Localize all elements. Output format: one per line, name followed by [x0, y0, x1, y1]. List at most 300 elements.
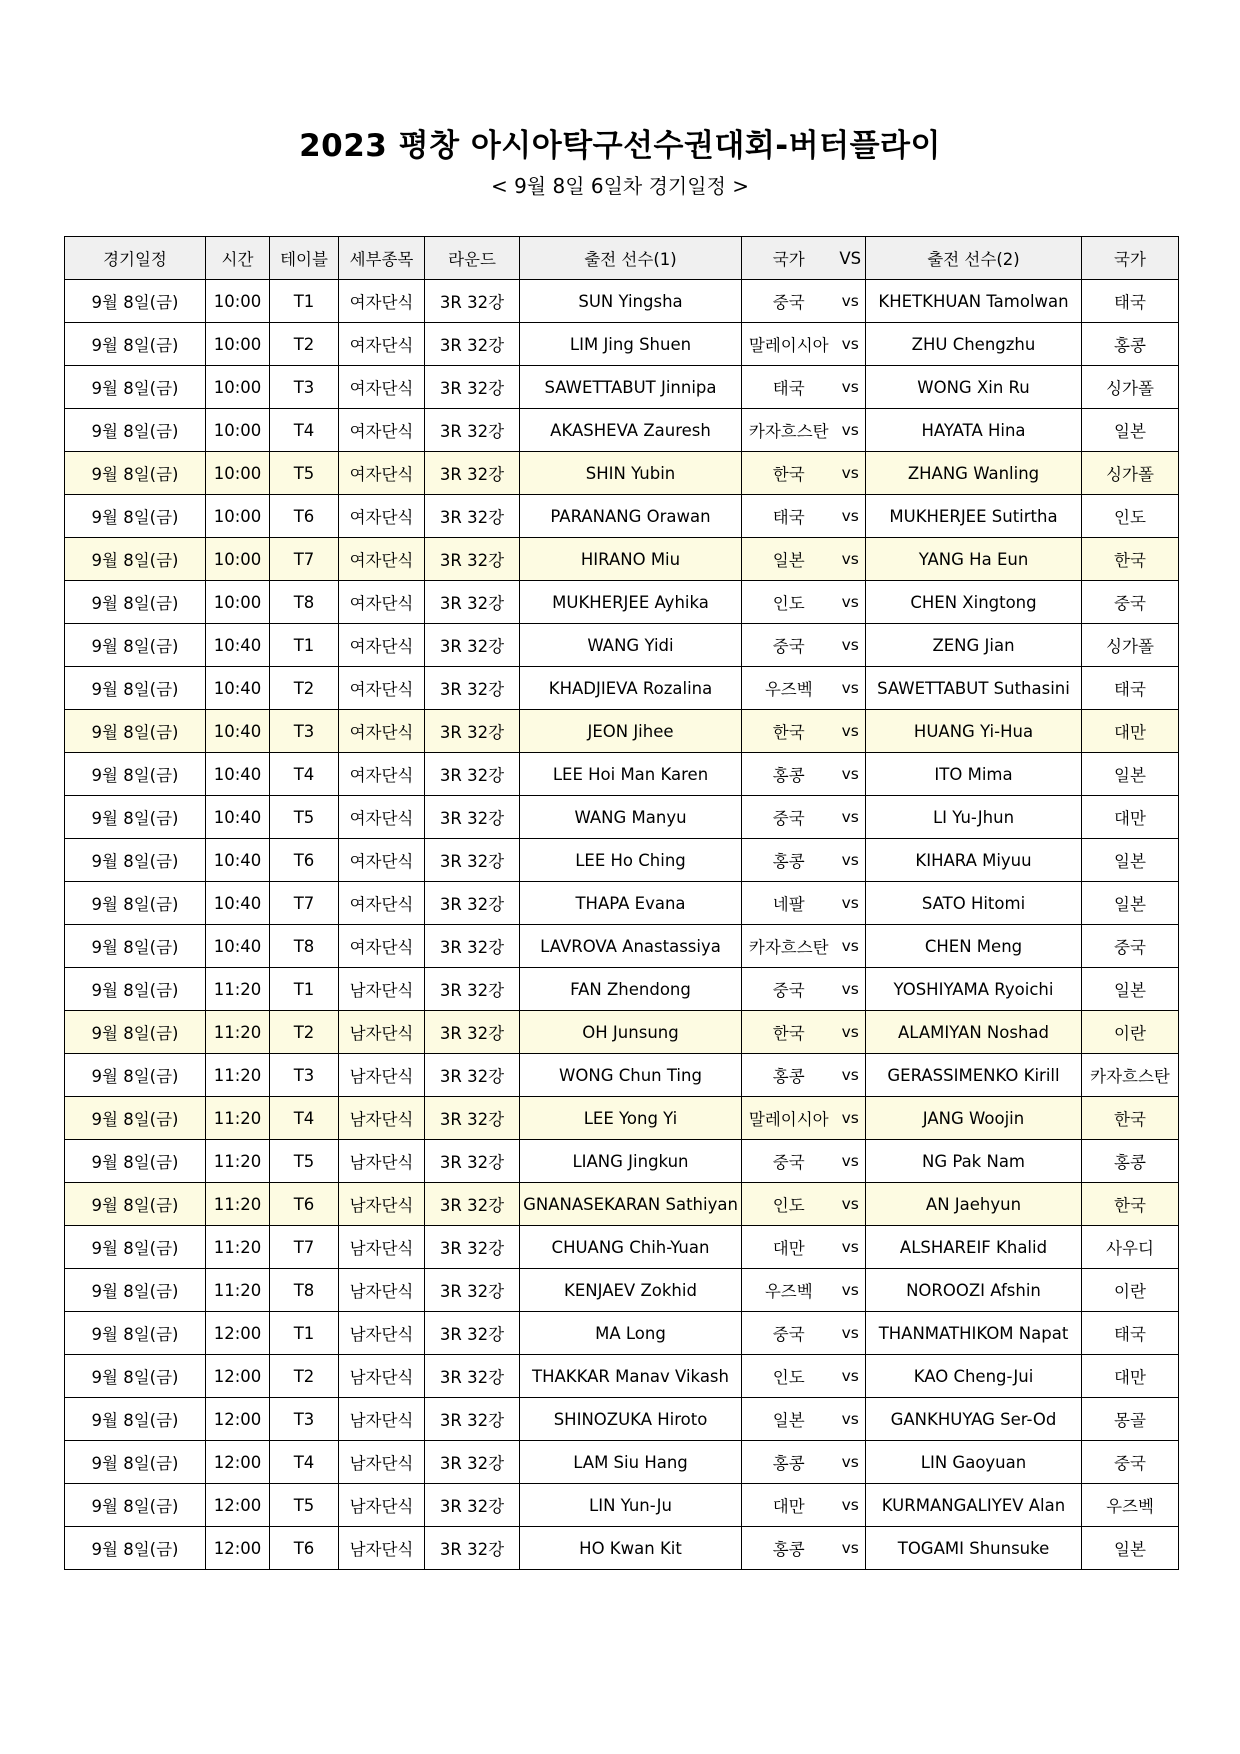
round: 3R 32강 — [425, 1527, 520, 1570]
player2-name: AN Jaehyun — [866, 1183, 1082, 1226]
event-type: 남자단식 — [339, 968, 425, 1011]
player2-name: GANKHUYAG Ser-Od — [866, 1398, 1082, 1441]
event-type: 여자단식 — [339, 796, 425, 839]
round: 3R 32강 — [425, 925, 520, 968]
table-number: T8 — [270, 1269, 339, 1312]
player1-name: MUKHERJEE Ayhika — [520, 581, 742, 624]
player1-name: KENJAEV Zokhid — [520, 1269, 742, 1312]
table-row — [65, 1355, 1179, 1398]
table-row — [65, 495, 1179, 538]
header-country1: 국가 — [742, 237, 836, 280]
table-number: T6 — [270, 495, 339, 538]
vs-label: vs — [836, 1269, 866, 1312]
round: 3R 32강 — [425, 280, 520, 323]
table-number: T1 — [270, 968, 339, 1011]
match-time: 10:40 — [206, 839, 270, 882]
event-type: 여자단식 — [339, 452, 425, 495]
player1-country: 홍콩 — [742, 753, 836, 796]
table-row — [65, 323, 1179, 366]
schedule-body — [65, 280, 1179, 1570]
match-time: 12:00 — [206, 1312, 270, 1355]
match-date: 9월 8일(금) — [65, 1312, 206, 1355]
match-date: 9월 8일(금) — [65, 1441, 206, 1484]
match-date: 9월 8일(금) — [65, 882, 206, 925]
player2-country: 한국 — [1082, 1183, 1179, 1226]
match-date: 9월 8일(금) — [65, 1183, 206, 1226]
player1-country: 홍콩 — [742, 1527, 836, 1570]
table-row — [65, 882, 1179, 925]
match-time: 11:20 — [206, 1183, 270, 1226]
match-date: 9월 8일(금) — [65, 495, 206, 538]
table-row — [65, 796, 1179, 839]
player1-name: LIM Jing Shuen — [520, 323, 742, 366]
table-number: T6 — [270, 1183, 339, 1226]
event-type: 남자단식 — [339, 1355, 425, 1398]
match-date: 9월 8일(금) — [65, 538, 206, 581]
player2-name: KIHARA Miyuu — [866, 839, 1082, 882]
table-row — [65, 1226, 1179, 1269]
player2-name: GERASSIMENKO Kirill — [866, 1054, 1082, 1097]
player1-country: 일본 — [742, 1398, 836, 1441]
match-time: 10:00 — [206, 280, 270, 323]
match-time: 10:00 — [206, 581, 270, 624]
player1-name: LAVROVA Anastassiya — [520, 925, 742, 968]
player1-country: 말레이시아 — [742, 323, 836, 366]
match-time: 12:00 — [206, 1484, 270, 1527]
player2-name: WONG Xin Ru — [866, 366, 1082, 409]
table-row — [65, 280, 1179, 323]
player1-name: LIANG Jingkun — [520, 1140, 742, 1183]
player1-country: 인도 — [742, 1355, 836, 1398]
round: 3R 32강 — [425, 323, 520, 366]
player1-name: LEE Hoi Man Karen — [520, 753, 742, 796]
match-time: 10:40 — [206, 710, 270, 753]
player1-country: 말레이시아 — [742, 1097, 836, 1140]
vs-label: vs — [836, 925, 866, 968]
player2-country: 이란 — [1082, 1269, 1179, 1312]
vs-label: vs — [836, 409, 866, 452]
match-time: 11:20 — [206, 1226, 270, 1269]
event-type: 여자단식 — [339, 753, 425, 796]
player1-name: THAKKAR Manav Vikash — [520, 1355, 742, 1398]
match-time: 10:00 — [206, 323, 270, 366]
player2-country: 중국 — [1082, 925, 1179, 968]
player2-name: TOGAMI Shunsuke — [866, 1527, 1082, 1570]
player2-country: 한국 — [1082, 1097, 1179, 1140]
vs-label: vs — [836, 968, 866, 1011]
table-row — [65, 581, 1179, 624]
player1-country: 카자흐스탄 — [742, 409, 836, 452]
player2-country: 사우디 — [1082, 1226, 1179, 1269]
player1-name: LEE Ho Ching — [520, 839, 742, 882]
table-number: T1 — [270, 280, 339, 323]
player2-name: YOSHIYAMA Ryoichi — [866, 968, 1082, 1011]
player2-name: NG Pak Nam — [866, 1140, 1082, 1183]
match-date: 9월 8일(금) — [65, 925, 206, 968]
vs-label: vs — [836, 796, 866, 839]
event-type: 남자단식 — [339, 1097, 425, 1140]
table-number: T3 — [270, 710, 339, 753]
player2-country: 한국 — [1082, 538, 1179, 581]
event-type: 여자단식 — [339, 882, 425, 925]
round: 3R 32강 — [425, 753, 520, 796]
player1-name: SUN Yingsha — [520, 280, 742, 323]
round: 3R 32강 — [425, 1054, 520, 1097]
event-type: 남자단식 — [339, 1183, 425, 1226]
player1-name: WANG Manyu — [520, 796, 742, 839]
player2-name: ZHU Chengzhu — [866, 323, 1082, 366]
table-number: T4 — [270, 409, 339, 452]
vs-label: vs — [836, 1183, 866, 1226]
round: 3R 32강 — [425, 1226, 520, 1269]
vs-label: vs — [836, 1484, 866, 1527]
table-number: T3 — [270, 1054, 339, 1097]
match-time: 11:20 — [206, 1140, 270, 1183]
event-type: 남자단식 — [339, 1054, 425, 1097]
match-time: 11:20 — [206, 1269, 270, 1312]
player2-name: ITO Mima — [866, 753, 1082, 796]
header-date: 경기일정 — [65, 237, 206, 280]
vs-label: vs — [836, 538, 866, 581]
table-number: T8 — [270, 925, 339, 968]
vs-label: vs — [836, 1355, 866, 1398]
player1-country: 대만 — [742, 1484, 836, 1527]
table-number: T1 — [270, 624, 339, 667]
player1-country: 카자흐스탄 — [742, 925, 836, 968]
vs-label: vs — [836, 581, 866, 624]
table-number: T6 — [270, 1527, 339, 1570]
event-type: 여자단식 — [339, 624, 425, 667]
round: 3R 32강 — [425, 1140, 520, 1183]
schedule-table — [64, 236, 1179, 1570]
player1-name: KHADJIEVA Rozalina — [520, 667, 742, 710]
match-time: 10:00 — [206, 409, 270, 452]
player2-name: ALAMIYAN Noshad — [866, 1011, 1082, 1054]
vs-label: vs — [836, 839, 866, 882]
round: 3R 32강 — [425, 538, 520, 581]
event-type: 남자단식 — [339, 1527, 425, 1570]
match-date: 9월 8일(금) — [65, 710, 206, 753]
header-event: 세부종목 — [339, 237, 425, 280]
player1-country: 인도 — [742, 1183, 836, 1226]
vs-label: vs — [836, 452, 866, 495]
player1-country: 대만 — [742, 1226, 836, 1269]
player2-country: 이란 — [1082, 1011, 1179, 1054]
player2-country: 싱가폴 — [1082, 366, 1179, 409]
table-number: T2 — [270, 1011, 339, 1054]
round: 3R 32강 — [425, 1269, 520, 1312]
player1-name: FAN Zhendong — [520, 968, 742, 1011]
match-time: 12:00 — [206, 1527, 270, 1570]
event-type: 여자단식 — [339, 495, 425, 538]
player1-country: 인도 — [742, 581, 836, 624]
match-time: 10:40 — [206, 796, 270, 839]
player2-country: 싱가폴 — [1082, 452, 1179, 495]
vs-label: vs — [836, 624, 866, 667]
player2-name: KHETKHUAN Tamolwan — [866, 280, 1082, 323]
player1-name: SAWETTABUT Jinnipa — [520, 366, 742, 409]
match-date: 9월 8일(금) — [65, 1054, 206, 1097]
table-row — [65, 452, 1179, 495]
player2-country: 중국 — [1082, 581, 1179, 624]
vs-label: vs — [836, 1011, 866, 1054]
event-type: 여자단식 — [339, 710, 425, 753]
player1-country: 우즈벡 — [742, 667, 836, 710]
event-type: 여자단식 — [339, 839, 425, 882]
header-row — [65, 237, 1179, 280]
vs-label: vs — [836, 1441, 866, 1484]
player2-name: LIN Gaoyuan — [866, 1441, 1082, 1484]
event-type: 남자단식 — [339, 1398, 425, 1441]
player2-country: 일본 — [1082, 1527, 1179, 1570]
table-row — [65, 1097, 1179, 1140]
match-date: 9월 8일(금) — [65, 1484, 206, 1527]
player2-country: 대만 — [1082, 1355, 1179, 1398]
player2-country: 홍콩 — [1082, 1140, 1179, 1183]
table-number: T7 — [270, 1226, 339, 1269]
player1-name: JEON Jihee — [520, 710, 742, 753]
event-type: 여자단식 — [339, 409, 425, 452]
player1-name: HIRANO Miu — [520, 538, 742, 581]
round: 3R 32강 — [425, 1097, 520, 1140]
table-number: T2 — [270, 1355, 339, 1398]
match-time: 10:40 — [206, 882, 270, 925]
round: 3R 32강 — [425, 796, 520, 839]
table-row — [65, 1183, 1179, 1226]
player1-country: 태국 — [742, 495, 836, 538]
match-date: 9월 8일(금) — [65, 839, 206, 882]
match-date: 9월 8일(금) — [65, 280, 206, 323]
table-row — [65, 366, 1179, 409]
event-type: 남자단식 — [339, 1312, 425, 1355]
vs-label: vs — [836, 1226, 866, 1269]
player2-country: 태국 — [1082, 667, 1179, 710]
player2-country: 몽골 — [1082, 1398, 1179, 1441]
table-number: T5 — [270, 1140, 339, 1183]
player2-name: MUKHERJEE Sutirtha — [866, 495, 1082, 538]
vs-label: vs — [836, 280, 866, 323]
table-number: T4 — [270, 1441, 339, 1484]
table-row — [65, 624, 1179, 667]
header-round: 라운드 — [425, 237, 520, 280]
player2-name: JANG Woojin — [866, 1097, 1082, 1140]
player2-name: CHEN Xingtong — [866, 581, 1082, 624]
player2-name: THANMATHIKOM Napat — [866, 1312, 1082, 1355]
match-date: 9월 8일(금) — [65, 1355, 206, 1398]
round: 3R 32강 — [425, 1484, 520, 1527]
round: 3R 32강 — [425, 452, 520, 495]
event-type: 남자단식 — [339, 1269, 425, 1312]
table-number: T3 — [270, 366, 339, 409]
player1-name: OH Junsung — [520, 1011, 742, 1054]
event-type: 여자단식 — [339, 925, 425, 968]
match-time: 10:00 — [206, 452, 270, 495]
player1-name: GNANASEKARAN Sathiyan — [520, 1183, 742, 1226]
player2-country: 우즈벡 — [1082, 1484, 1179, 1527]
table-number: T6 — [270, 839, 339, 882]
player1-country: 한국 — [742, 452, 836, 495]
event-type: 남자단식 — [339, 1140, 425, 1183]
event-type: 남자단식 — [339, 1226, 425, 1269]
player1-name: WANG Yidi — [520, 624, 742, 667]
match-date: 9월 8일(금) — [65, 667, 206, 710]
match-time: 12:00 — [206, 1441, 270, 1484]
player1-country: 홍콩 — [742, 1441, 836, 1484]
event-type: 남자단식 — [339, 1484, 425, 1527]
table-row — [65, 1054, 1179, 1097]
player1-country: 네팔 — [742, 882, 836, 925]
player2-name: ZHANG Wanling — [866, 452, 1082, 495]
player2-country: 대만 — [1082, 796, 1179, 839]
header-vs: VS — [836, 237, 866, 280]
match-date: 9월 8일(금) — [65, 409, 206, 452]
match-date: 9월 8일(금) — [65, 452, 206, 495]
player2-country: 일본 — [1082, 882, 1179, 925]
round: 3R 32강 — [425, 1355, 520, 1398]
round: 3R 32강 — [425, 667, 520, 710]
player1-country: 중국 — [742, 280, 836, 323]
table-number: T1 — [270, 1312, 339, 1355]
player2-country: 카자흐스탄 — [1082, 1054, 1179, 1097]
header-time: 시간 — [206, 237, 270, 280]
player2-name: LI Yu-Jhun — [866, 796, 1082, 839]
vs-label: vs — [836, 710, 866, 753]
player1-country: 홍콩 — [742, 1054, 836, 1097]
player2-country: 일본 — [1082, 753, 1179, 796]
table-number: T7 — [270, 882, 339, 925]
player2-country: 일본 — [1082, 839, 1179, 882]
player1-country: 중국 — [742, 796, 836, 839]
table-number: T5 — [270, 452, 339, 495]
player1-name: CHUANG Chih-Yuan — [520, 1226, 742, 1269]
match-date: 9월 8일(금) — [65, 1140, 206, 1183]
round: 3R 32강 — [425, 495, 520, 538]
match-date: 9월 8일(금) — [65, 796, 206, 839]
player1-country: 우즈벡 — [742, 1269, 836, 1312]
table-number: T2 — [270, 323, 339, 366]
header-table: 테이블 — [270, 237, 339, 280]
match-time: 10:00 — [206, 366, 270, 409]
match-date: 9월 8일(금) — [65, 624, 206, 667]
table-number: T4 — [270, 753, 339, 796]
table-number: T8 — [270, 581, 339, 624]
match-date: 9월 8일(금) — [65, 753, 206, 796]
table-row — [65, 409, 1179, 452]
player2-country: 태국 — [1082, 280, 1179, 323]
round: 3R 32강 — [425, 624, 520, 667]
table-row — [65, 839, 1179, 882]
round: 3R 32강 — [425, 710, 520, 753]
table-number: T5 — [270, 1484, 339, 1527]
match-time: 11:20 — [206, 968, 270, 1011]
player2-name: SATO Hitomi — [866, 882, 1082, 925]
table-row — [65, 753, 1179, 796]
player1-name: HO Kwan Kit — [520, 1527, 742, 1570]
table-number: T2 — [270, 667, 339, 710]
page-subtitle: < 9월 8일 6일차 경기일정 > — [490, 174, 750, 198]
vs-label: vs — [836, 882, 866, 925]
player2-country: 인도 — [1082, 495, 1179, 538]
player2-name: ZENG Jian — [866, 624, 1082, 667]
player2-name: HUANG Yi-Hua — [866, 710, 1082, 753]
player1-name: THAPA Evana — [520, 882, 742, 925]
vs-label: vs — [836, 366, 866, 409]
vs-label: vs — [836, 1054, 866, 1097]
player1-name: LAM Siu Hang — [520, 1441, 742, 1484]
vs-label: vs — [836, 323, 866, 366]
player1-name: SHIN Yubin — [520, 452, 742, 495]
player2-name: KURMANGALIYEV Alan — [866, 1484, 1082, 1527]
event-type: 여자단식 — [339, 280, 425, 323]
player1-country: 홍콩 — [742, 839, 836, 882]
round: 3R 32강 — [425, 1312, 520, 1355]
vs-label: vs — [836, 1527, 866, 1570]
table-row — [65, 538, 1179, 581]
round: 3R 32강 — [425, 409, 520, 452]
player1-country: 중국 — [742, 1140, 836, 1183]
player1-name: AKASHEVA Zauresh — [520, 409, 742, 452]
event-type: 남자단식 — [339, 1441, 425, 1484]
vs-label: vs — [836, 495, 866, 538]
event-type: 여자단식 — [339, 667, 425, 710]
vs-label: vs — [836, 1140, 866, 1183]
match-time: 11:20 — [206, 1011, 270, 1054]
vs-label: vs — [836, 1312, 866, 1355]
player2-country: 싱가폴 — [1082, 624, 1179, 667]
table-row — [65, 1312, 1179, 1355]
player2-name: KAO Cheng-Jui — [866, 1355, 1082, 1398]
table-row — [65, 1441, 1179, 1484]
match-time: 12:00 — [206, 1398, 270, 1441]
player2-country: 일본 — [1082, 968, 1179, 1011]
table-row — [65, 968, 1179, 1011]
round: 3R 32강 — [425, 581, 520, 624]
page-title: 2023 평창 아시아탁구선수권대회-버터플라이 — [299, 128, 941, 164]
table-number: T4 — [270, 1097, 339, 1140]
round: 3R 32강 — [425, 1398, 520, 1441]
match-time: 12:00 — [206, 1355, 270, 1398]
event-type: 여자단식 — [339, 538, 425, 581]
round: 3R 32강 — [425, 1183, 520, 1226]
table-row — [65, 1269, 1179, 1312]
player2-country: 일본 — [1082, 409, 1179, 452]
match-time: 11:20 — [206, 1097, 270, 1140]
match-date: 9월 8일(금) — [65, 1269, 206, 1312]
match-time: 10:00 — [206, 495, 270, 538]
match-date: 9월 8일(금) — [65, 1398, 206, 1441]
player1-name: SHINOZUKA Hiroto — [520, 1398, 742, 1441]
round: 3R 32강 — [425, 1441, 520, 1484]
player2-name: ALSHAREIF Khalid — [866, 1226, 1082, 1269]
match-date: 9월 8일(금) — [65, 366, 206, 409]
player2-country: 대만 — [1082, 710, 1179, 753]
player2-name: NOROOZI Afshin — [866, 1269, 1082, 1312]
round: 3R 32강 — [425, 839, 520, 882]
player1-country: 한국 — [742, 710, 836, 753]
table-row — [65, 925, 1179, 968]
player2-name: SAWETTABUT Suthasini — [866, 667, 1082, 710]
match-time: 10:40 — [206, 925, 270, 968]
vs-label: vs — [836, 753, 866, 796]
table-row — [65, 710, 1179, 753]
match-date: 9월 8일(금) — [65, 1226, 206, 1269]
player1-country: 중국 — [742, 968, 836, 1011]
player1-name: LIN Yun-Ju — [520, 1484, 742, 1527]
player1-name: MA Long — [520, 1312, 742, 1355]
header-player1: 출전 선수(1) — [520, 237, 742, 280]
round: 3R 32강 — [425, 968, 520, 1011]
table-row — [65, 1140, 1179, 1183]
